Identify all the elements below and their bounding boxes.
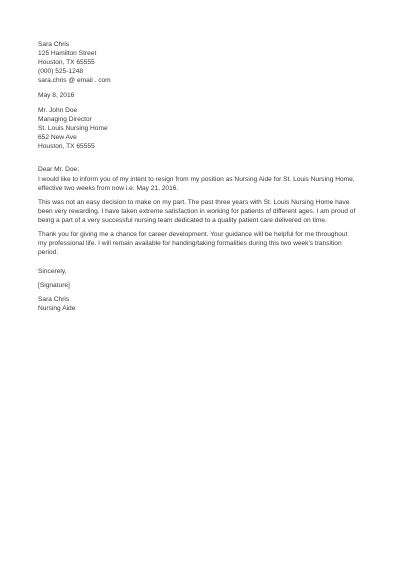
- closing: Sincerely,: [38, 268, 67, 275]
- signoff-title: Nursing Aide: [38, 305, 76, 312]
- sender-street: 125 Hamilton Street: [38, 50, 97, 57]
- sender-name: Sara Chris: [38, 41, 70, 48]
- letter-date: May 8, 2016: [38, 92, 75, 99]
- body-paragraph-2: [38, 198, 368, 225]
- sender-city: Houston, TX 65555: [38, 59, 95, 66]
- sender-email: sara.chris @ email . com: [38, 77, 111, 84]
- recipient-organization: St. Louis Nursing Home: [38, 125, 108, 132]
- sender-phone: (000) 525-1248: [38, 68, 84, 75]
- paragraph-line: effective two weeks from now i.e. May 21, 2016.: [38, 185, 179, 192]
- signature-placeholder: [Signature]: [38, 282, 70, 289]
- sender-address-block: [38, 40, 368, 85]
- body-paragraph-3: [38, 230, 368, 257]
- paragraph-line: This was not an easy decision to make on my part. The past three years with St. Louis Nursing Home have: [38, 199, 350, 206]
- paragraph-line: being a part of a very successful nursing team dedicated to a quality patient care delivered on time.: [38, 217, 327, 224]
- recipient-address-block: [38, 106, 368, 151]
- recipient-name: Mr. John Doe: [38, 107, 78, 114]
- paragraph-line: I would like to inform you of my intent to resign from my position as Nursing Aide for St. Louis Nursing Home,: [38, 176, 355, 183]
- salutation: Dear Mr. Doe:: [38, 166, 80, 173]
- paragraph-line: Thank you for giving me a chance for career development. Your guidance will be helpful for me throughout: [38, 231, 348, 238]
- recipient-street: 652 New Ave: [38, 134, 77, 141]
- body-paragraph-1: [38, 175, 368, 193]
- recipient-city: Houston, TX 65555: [38, 143, 95, 150]
- signoff-name: Sara Chris: [38, 296, 70, 303]
- signoff-block: [38, 295, 368, 313]
- recipient-title: Managing Director: [38, 116, 92, 123]
- paragraph-line: period.: [38, 249, 59, 256]
- paragraph-line: been very rewarding. I have taken extreme satisfaction in working for patients of different ages. I am proud of: [38, 208, 356, 215]
- paragraph-line: my professional life. I will remain available for handing/taking formalities during this two week's transition: [38, 240, 342, 247]
- resignation-letter: [38, 40, 368, 313]
